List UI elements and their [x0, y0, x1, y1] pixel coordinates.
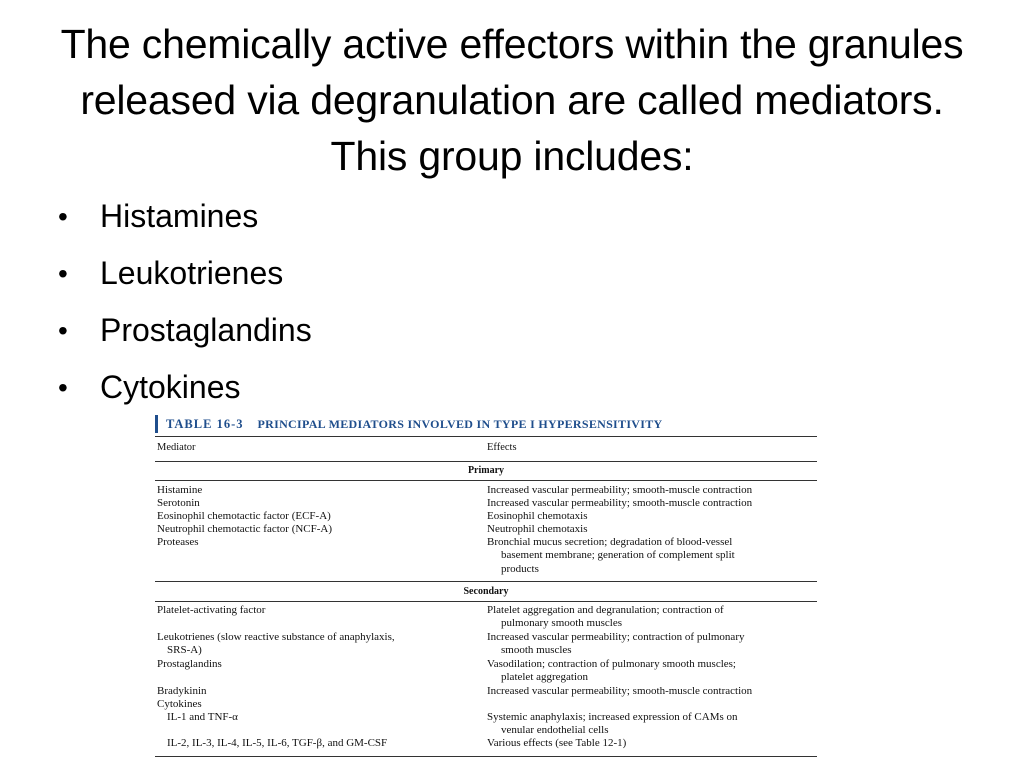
- effects-line: venular endothelial cells: [501, 724, 609, 737]
- effects-line: basement membrane; generation of complement split: [501, 549, 735, 562]
- mediator-line: IL-2, IL-3, IL-4, IL-5, IL-6, TGF-β, and GM-CSF: [167, 737, 388, 749]
- table-rule: [155, 581, 817, 582]
- effects-cell: Increased vascular permeability; smooth-muscle contraction: [487, 685, 753, 697]
- mediator-cell: Histamine: [157, 484, 203, 496]
- effects-cell: Increased vascular permeability; smooth-muscle contraction: [487, 497, 753, 509]
- mediator-cell: Proteases: [157, 536, 199, 548]
- table-rule: [155, 480, 817, 481]
- table-rule: [155, 756, 817, 757]
- bullet-item: [58, 245, 312, 302]
- table-rule: [155, 601, 817, 602]
- section-primary: Primary: [467, 465, 505, 476]
- effects-line: Vasodilation; contraction of pulmonary smooth muscles;: [487, 658, 736, 670]
- effects-cell: Neutrophil chemotaxis: [487, 523, 588, 535]
- column-header-mediator: Mediator: [157, 442, 196, 453]
- effects-line: products: [501, 562, 539, 575]
- table-accent-bar: [155, 415, 158, 433]
- bullet-dot-icon: •: [58, 315, 68, 346]
- effects-cell: [487, 711, 817, 738]
- mediator-cell: Bradykinin: [157, 685, 207, 697]
- table-rule: [155, 436, 817, 437]
- mediator-cell: [157, 631, 477, 658]
- effects-cell: Eosinophil chemotaxis: [487, 510, 588, 522]
- table-caption: PRINCIPAL MEDIATORS INVOLVED IN TYPE I HYPERSENSITIVITY: [257, 416, 663, 431]
- table-rule: [155, 461, 817, 462]
- effects-line: Bronchial mucus secretion; degradation of blood-vessel: [487, 536, 733, 548]
- mediator-cell: Serotonin: [157, 497, 200, 509]
- mediator-cell: Cytokines: [157, 698, 202, 710]
- mediators-table-figure: [155, 414, 817, 764]
- effects-line: Platelet aggregation and degranulation; contraction of: [487, 604, 724, 616]
- mediator-cell: Prostaglandins: [157, 658, 222, 670]
- table-number: TABLE 16-3: [166, 416, 244, 431]
- mediator-cell: Platelet-activating factor: [157, 604, 266, 616]
- effects-line: pulmonary smooth muscles: [501, 617, 622, 630]
- effects-cell: Various effects (see Table 12-1): [487, 737, 627, 749]
- bullet-text: Histamines: [100, 198, 259, 234]
- bullet-text: Cytokines: [100, 369, 241, 405]
- bullet-dot-icon: •: [58, 372, 68, 403]
- column-header-effects: Effects: [487, 442, 517, 453]
- effects-line: Systemic anaphylaxis; increased expression of CAMs on: [487, 711, 738, 723]
- mediator-line: Leukotrienes (slow reactive substance of anaphylaxis,: [157, 631, 395, 643]
- mediator-cell: [157, 737, 477, 750]
- table-header: [155, 414, 663, 434]
- section-secondary: Secondary: [463, 586, 509, 597]
- mediator-line: IL-1 and TNF-α: [167, 711, 238, 723]
- bullet-item: [58, 302, 312, 359]
- mediator-line: SRS-A): [167, 644, 202, 657]
- effects-cell: [487, 536, 817, 576]
- effects-line: smooth muscles: [501, 644, 572, 657]
- mediator-cell: [157, 711, 477, 724]
- effects-line: Increased vascular permeability; contraction of pulmonary: [487, 631, 745, 643]
- effects-line: platelet aggregation: [501, 671, 589, 684]
- bullet-text: Leukotrienes: [100, 255, 284, 291]
- effects-cell: [487, 631, 817, 658]
- bullet-dot-icon: •: [58, 201, 68, 232]
- bullet-text: Prostaglandins: [100, 312, 312, 348]
- bullet-item: [58, 359, 312, 416]
- bullet-list: [58, 188, 312, 416]
- bullet-dot-icon: •: [58, 258, 68, 289]
- mediator-cell: Neutrophil chemotactic factor (NCF-A): [157, 523, 333, 535]
- mediator-cell: Eosinophil chemotactic factor (ECF-A): [157, 510, 331, 522]
- slide-title: The chemically active effectors within the granules released via degranulation are called mediators. This group includes:: [60, 21, 964, 179]
- effects-cell: [487, 604, 817, 631]
- bullet-item: [58, 188, 312, 245]
- effects-cell: Increased vascular permeability; smooth-muscle contraction: [487, 484, 753, 496]
- effects-cell: [487, 658, 817, 685]
